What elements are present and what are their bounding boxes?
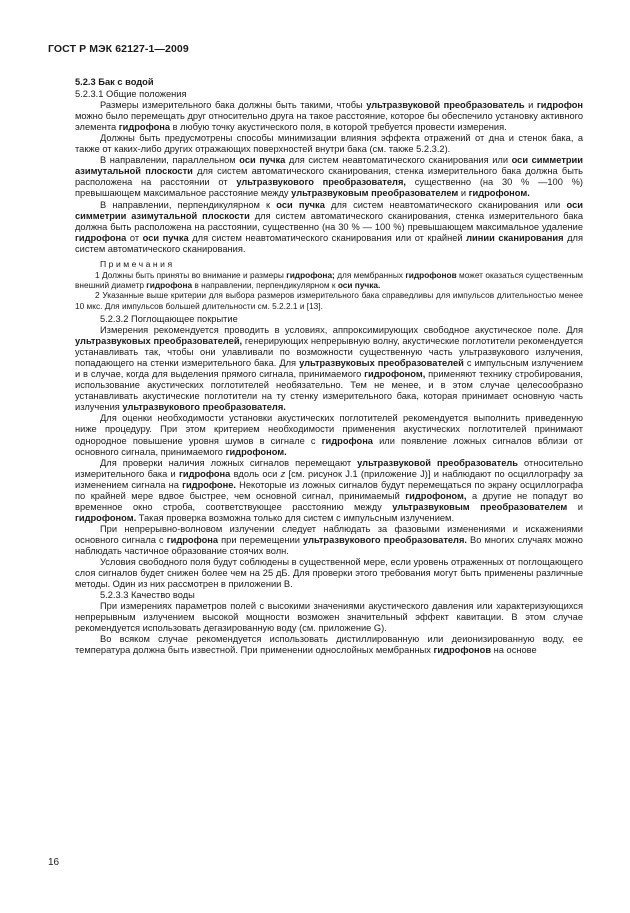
subsection-heading-absorbing: 5.2.3.2 Поглощающее покрытие <box>100 313 238 324</box>
paragraph: При непрерывно-волновом излучении следует наблюдать за фазовыми изменениями и искажениями основного сигнала с гидрофона при перемещении ультразвукового преобразователя. Во многих случаях можно наблюдать частичное образование стоячих волн. <box>75 523 583 556</box>
section-heading: 5.2.3 Бак с водой <box>75 77 154 87</box>
paragraph: Условия свободного поля будут соблюдены в существенной мере, если уровень отраженных от поглощающего слоя сигналов будет снижен более чем на 25 дБ. Для проверки этого требования могут быть применены различные методы. Один из них рассмотрен в приложении В. <box>75 557 583 590</box>
paragraph: Размеры измерительного бака должны быть такими, чтобы ультразвуковой преобразователь и гидрофон можно было перемещать друг относительно друга на такое расстояние, которое бы обеспечило установку активного элемента гидрофона в любую точку акустического поля, в которой требуется провести измерения. <box>75 100 583 133</box>
note-2: 2 Указанные выше критерии для выбора размеров измерительного бака справедливы для импульсов длительностью менее 10 мкс. Для импульсов большей длительности см. 5.2.2.1 и [13]. <box>75 290 583 311</box>
paragraph: Для оценки необходимости установки акустических поглотителей рекомендуется выполнить приведенную ниже процедуру. При этом критерием необходимости применения акустических поглотителей принимают однородное повышение уровня шумов в сигнале с гидрофона или появление ложных сигналов вблизи от основного сигнала, принимаемого гидрофоном. <box>75 413 583 457</box>
paragraph: Измерения рекомендуется проводить в условиях, аппроксимирующих свободное акустическое поле. Для ультразвуковых преобразователей, генерирующих непрерывную волну, акустические поглотители рекомендуется устанавливать так, чтобы они улавливали по возможности существенную часть ультразвукового излучения, попадающего на стенки измерительного бака. Для ультразвуковых преобразователей с импульсным излучением и в случае, когда для выделения прямого сигнала, принимаемого гидрофоном, применяют технику стробирования, использование акустических поглотителей необязательно. Тем не менее, и в этом случае целесообразно устанавливать акустические поглотители на ту стенку измерительного бака, которая принимает основную часть излучения ультразвукового преобразователя. <box>75 325 584 413</box>
subsection-heading-general: 5.2.3.1 Общие положения <box>75 89 187 100</box>
subsection-heading-water-quality: 5.2.3.3 Качество воды <box>100 590 195 601</box>
paragraph: Во всяком случае рекомендуется использовать дистиллированную или деионизированную воду, ее температура должна быть известной. При применении однослойных мембранных гидрофонов на основе <box>75 634 583 656</box>
paragraph: В направлении, перпендикулярном к оси пучка для систем неавтоматического сканирования или оси симметрии азимутальной плоскости для систем автоматического сканирования, стенка измерительного бака должна быть расположена на расстоянии, существенно (на 30 % — 100 %) превышающем максимальное удаление гидрофона от оси пучка для систем неавтоматического сканирования или от крайней линии сканирования для систем автоматического сканирования. <box>75 199 583 254</box>
paragraph: Должны быть предусмотрены способы минимизации влияния эффекта отражений от дна и стенок бака, а также от каких-либо других отражающих поверхностей внутри бака (см. также 5.2.3.2). <box>75 133 583 155</box>
paragraph: В направлении, параллельном оси пучка для систем неавтоматического сканирования или оси симметрии азимутальной плоскости для систем автоматического сканирования, стенка измерительного бака должна быть расположена на расстоянии от ультразвукового преобразователя, существенно (на 30 % —100 %) превышающем максимальное расстояние между ультразвуковым преобразователем и гидрофоном. <box>75 155 583 199</box>
note-1: 1 Должны быть приняты во внимание и размеры гидрофона; для мембранных гидрофонов может оказаться существенным внешний диаметр гидрофона в направлении, перпендикулярном к оси пучка. <box>75 269 583 291</box>
paragraph: При измерениях параметров полей с высокими значениями акустического давления или характеризующихся непрерывным излучением высокой мощности возможен значительный эффект кавитации. В этом случае рекомендуется использовать дегазированную воду (см. приложение G). <box>75 601 583 634</box>
notes-label: Примечания <box>100 258 175 269</box>
document-body <box>75 77 583 656</box>
document-header: ГОСТ Р МЭК 62127-1—2009 <box>48 43 189 55</box>
paragraph: Для проверки наличия ложных сигналов перемещают ультразвуковой преобразователь относительно измерительного бака и гидрофона вдоль оси z [см. рисунок J.1 (приложение J)] и наблюдают по осциллографу за изменением сигнала на гидрофоне. Некоторые из ложных сигналов будут перемещаться по экрану осциллографа по крайней мере вдвое быстрее, чем основной сигнал, принимаемый гидрофоном, а другие не попадут во временное окно строба, соответствующее расстоянию между ультразвуковым преобразователем и гидрофоном. Такая проверка возможна только для систем с импульсным излучением. <box>75 457 584 523</box>
page-number: 16 <box>48 857 60 868</box>
